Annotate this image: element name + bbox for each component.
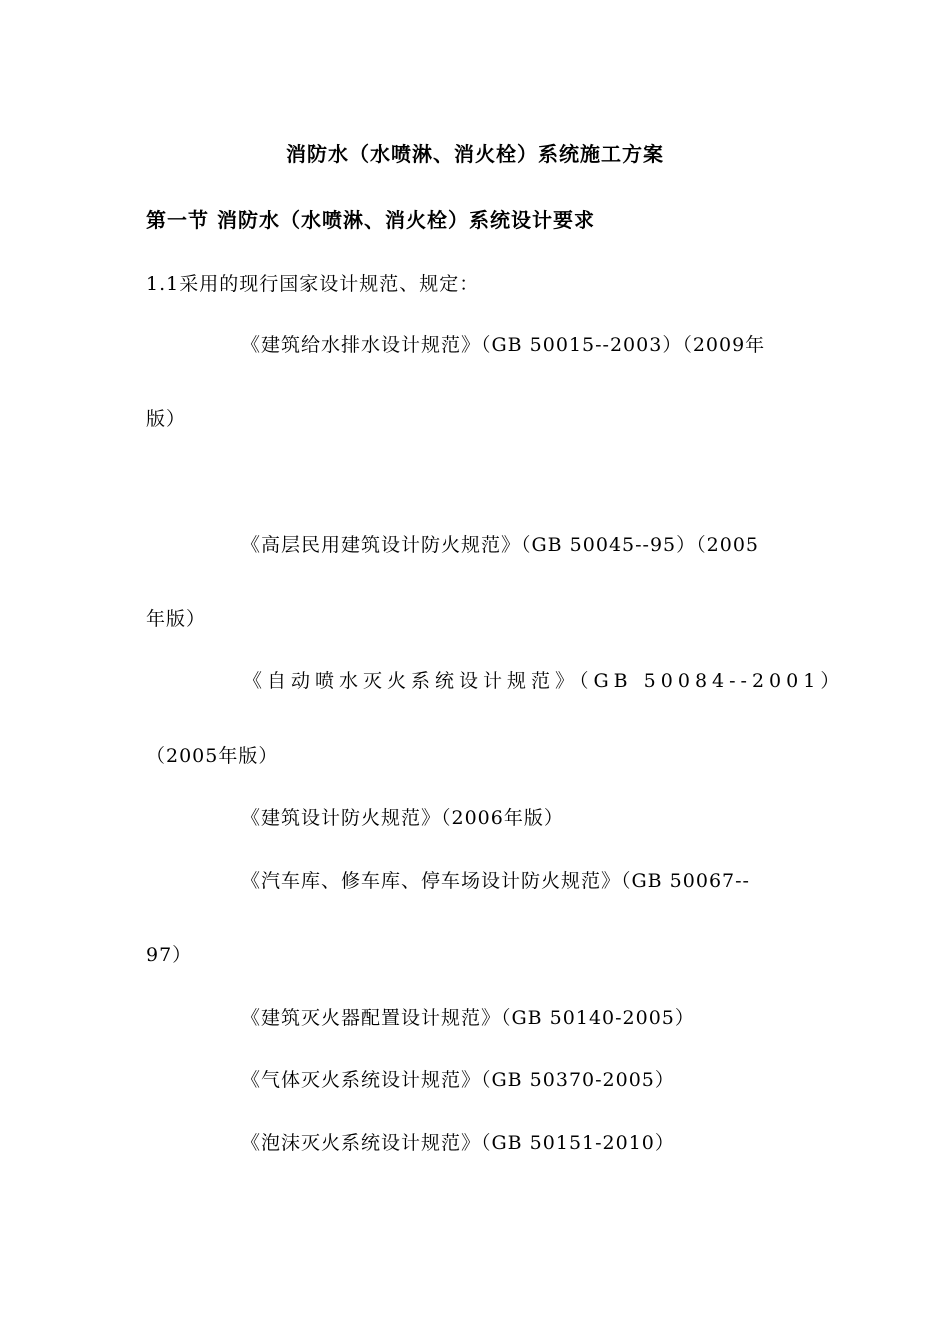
standard-line: 《泡沫灭火系统设计规范》（GB 50151-2010）: [241, 1132, 675, 1154]
standard-continuation: 年版）: [146, 608, 207, 630]
standard-line: 《汽车库、修车库、停车场设计防火规范》（GB 50067--: [241, 870, 750, 892]
standard-continuation: 97）: [146, 944, 193, 966]
standard-line: 《建筑给水排水设计规范》（GB 50015--2003）（2009年: [241, 334, 766, 356]
intro-text: 1.1采用的现行国家设计规范、规定：: [146, 273, 480, 295]
standard-line: 《建筑设计防火规范》（2006年版）: [241, 807, 564, 829]
standard-line: 《自动喷水灭火系统设计规范》（GB 50084--2001）: [243, 670, 845, 692]
standard-continuation: （2005年版）: [146, 745, 279, 767]
document-title: 消防水（水喷淋、消火栓）系统施工方案: [286, 142, 664, 166]
standard-line: 《气体灭火系统设计规范》（GB 50370-2005）: [241, 1069, 675, 1091]
standard-line: 《建筑灭火器配置设计规范》（GB 50140-2005）: [241, 1007, 695, 1029]
standard-line: 《高层民用建筑设计防火规范》（GB 50045--95）（2005: [241, 534, 759, 556]
section-heading: 第一节 消防水（水喷淋、消火栓）系统设计要求: [146, 208, 595, 232]
standard-continuation: 版）: [146, 408, 187, 430]
